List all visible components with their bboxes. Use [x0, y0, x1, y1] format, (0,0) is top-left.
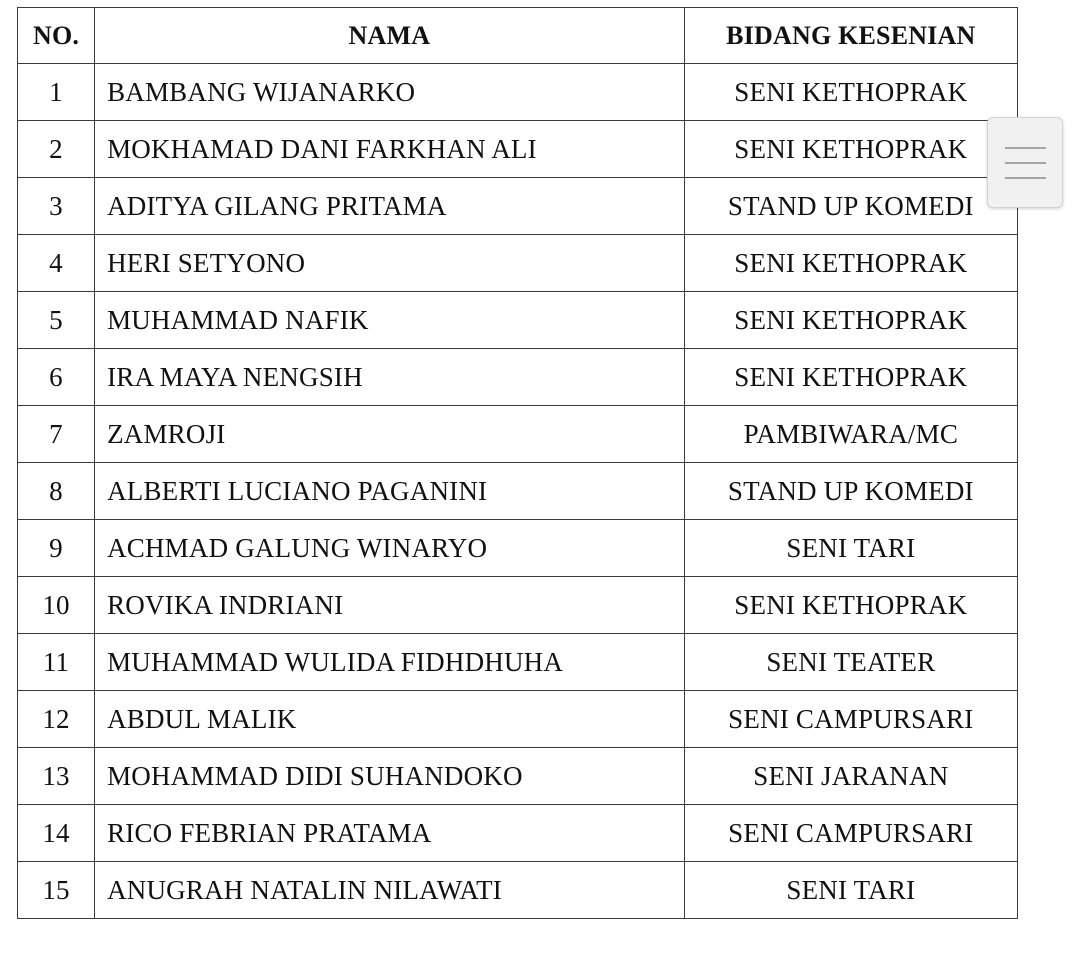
table-row: [18, 634, 1018, 691]
row-name-cell: MOHAMMAD DIDI SUHANDOKO: [95, 748, 685, 805]
row-field-cell: SENI KETHOPRAK: [684, 349, 1017, 406]
row-number-cell: 1: [18, 64, 95, 121]
menu-bar-line: [1005, 177, 1046, 179]
hamburger-menu-icon[interactable]: [987, 117, 1063, 208]
table-row: [18, 862, 1018, 919]
table-row: [18, 349, 1018, 406]
table-row: [18, 463, 1018, 520]
row-field-cell: SENI KETHOPRAK: [684, 64, 1017, 121]
row-name-cell: BAMBANG WIJANARKO: [95, 64, 685, 121]
row-number-cell: 11: [18, 634, 95, 691]
row-number-cell: 4: [18, 235, 95, 292]
row-number-cell: 3: [18, 178, 95, 235]
artists-table: [17, 7, 1018, 919]
row-field-cell: SENI KETHOPRAK: [684, 292, 1017, 349]
row-number-cell: 9: [18, 520, 95, 577]
table-row: [18, 235, 1018, 292]
row-name-cell: ABDUL MALIK: [95, 691, 685, 748]
row-name-cell: MUHAMMAD WULIDA FIDHDHUHA: [95, 634, 685, 691]
row-field-cell: SENI TEATER: [684, 634, 1017, 691]
menu-bar-line: [1005, 147, 1046, 149]
row-name-cell: ANUGRAH NATALIN NILAWATI: [95, 862, 685, 919]
row-field-cell: STAND UP KOMEDI: [684, 178, 1017, 235]
table-row: [18, 406, 1018, 463]
row-field-cell: SENI JARANAN: [684, 748, 1017, 805]
row-number-cell: 15: [18, 862, 95, 919]
table-row: [18, 121, 1018, 178]
row-field-cell: SENI CAMPURSARI: [684, 805, 1017, 862]
row-number-cell: 10: [18, 577, 95, 634]
row-name-cell: RICO FEBRIAN PRATAMA: [95, 805, 685, 862]
row-field-cell: SENI KETHOPRAK: [684, 235, 1017, 292]
header-bidang-kesenian: BIDANG KESENIAN: [684, 8, 1017, 64]
table-row: [18, 748, 1018, 805]
row-field-cell: SENI TARI: [684, 862, 1017, 919]
row-number-cell: 8: [18, 463, 95, 520]
table-body: [18, 64, 1018, 919]
row-field-cell: SENI CAMPURSARI: [684, 691, 1017, 748]
row-field-cell: STAND UP KOMEDI: [684, 463, 1017, 520]
table-row: [18, 292, 1018, 349]
row-name-cell: ADITYA GILANG PRITAMA: [95, 178, 685, 235]
header-no: NO.: [18, 8, 95, 64]
row-name-cell: ACHMAD GALUNG WINARYO: [95, 520, 685, 577]
row-field-cell: SENI KETHOPRAK: [684, 121, 1017, 178]
header-nama: NAMA: [95, 8, 685, 64]
menu-bar-line: [1005, 162, 1046, 164]
table-row: [18, 691, 1018, 748]
row-name-cell: MOKHAMAD DANI FARKHAN ALI: [95, 121, 685, 178]
row-name-cell: MUHAMMAD NAFIK: [95, 292, 685, 349]
row-field-cell: SENI TARI: [684, 520, 1017, 577]
table-header-row: [18, 8, 1018, 64]
table-row: [18, 178, 1018, 235]
row-field-cell: PAMBIWARA/MC: [684, 406, 1017, 463]
table-row: [18, 577, 1018, 634]
row-number-cell: 12: [18, 691, 95, 748]
row-number-cell: 6: [18, 349, 95, 406]
row-name-cell: ALBERTI LUCIANO PAGANINI: [95, 463, 685, 520]
row-number-cell: 2: [18, 121, 95, 178]
row-name-cell: IRA MAYA NENGSIH: [95, 349, 685, 406]
row-name-cell: ZAMROJI: [95, 406, 685, 463]
row-name-cell: HERI SETYONO: [95, 235, 685, 292]
row-number-cell: 14: [18, 805, 95, 862]
table-row: [18, 805, 1018, 862]
table-row: [18, 520, 1018, 577]
table-row: [18, 64, 1018, 121]
row-number-cell: 13: [18, 748, 95, 805]
row-name-cell: ROVIKA INDRIANI: [95, 577, 685, 634]
row-number-cell: 7: [18, 406, 95, 463]
row-field-cell: SENI KETHOPRAK: [684, 577, 1017, 634]
row-number-cell: 5: [18, 292, 95, 349]
